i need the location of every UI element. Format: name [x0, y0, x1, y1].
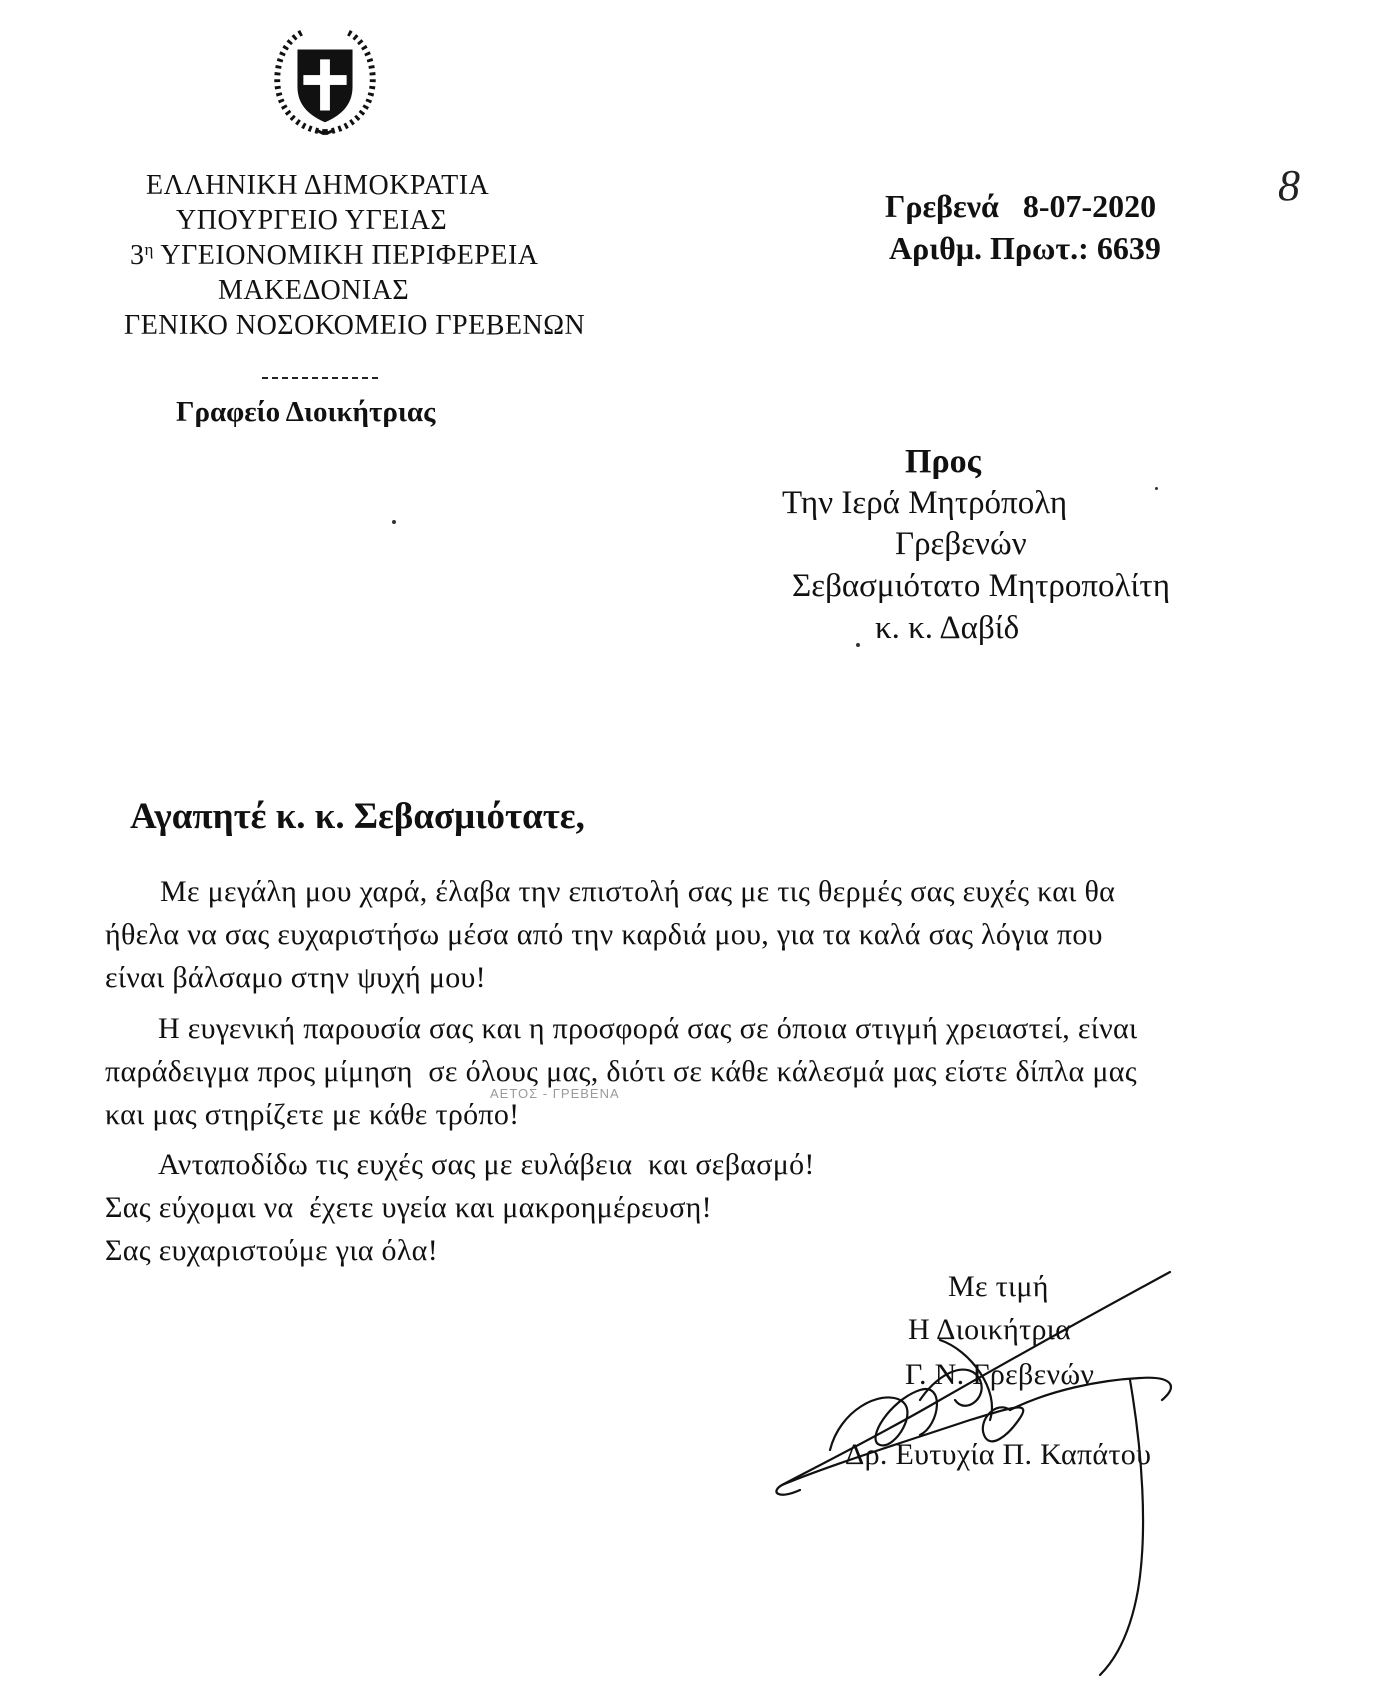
scan-speck [392, 520, 396, 524]
body-p1-line2: ήθελα να σας ευχαριστήσω μέσα από την καρδιά μου, για τα καλά σας λόγια που [105, 918, 1103, 951]
header-health-region: $3^\eta$ ΥΓΕΙΟΝΟΜΙΚΗ ΠΕΡΙΦΕΡΕΙΑ [130, 240, 539, 271]
body-p2-line3: και μας στηρίζετε με κάθε τρόπο! [105, 1098, 520, 1131]
body-p5: Σας ευχαριστούμε για όλα! [105, 1234, 438, 1267]
protocol-number: Αριθμ. Πρωτ.: 6639 [889, 230, 1161, 266]
body-p1-line1: Με μεγάλη μου χαρά, έλαβα την επιστολή σας με τις θερμές σας ευχές και θα [160, 875, 1116, 908]
header-hospital: ΓΕΝΙΚΟ ΝΟΣΟΚΟΜΕΙΟ ΓΡΕΒΕΝΩΝ [124, 310, 586, 341]
recipient-line-4: κ. κ. Δαβίδ [875, 610, 1020, 646]
signature-org: Γ. Ν. Γρεβενών [905, 1358, 1095, 1391]
body-p2-line2: παράδειγμα προς μίμηση σε όλους μας, διότι σε κάθε κάλεσμά μας είστε δίπλα μας [105, 1055, 1137, 1088]
header-office: Γραφείο Διοικήτριας [176, 396, 436, 428]
scan-speck [1155, 487, 1158, 490]
body-p3: Ανταποδίδω τις ευχές σας με ευλάβεια και σεβασμό! [158, 1148, 815, 1181]
header-divider [262, 377, 378, 379]
recipient-line-3: Σεβασμιότατο Μητροπολίτη [792, 568, 1170, 604]
greek-coat-of-arms-seal [266, 22, 384, 140]
salutation: Αγαπητέ κ. κ. Σεβασμιότατε, [130, 796, 585, 837]
watermark-text: ΑΕΤΟΣ - ΓΡΕΒΕΝΑ [490, 1086, 620, 1101]
body-p2-line1: Η ευγενική παρουσία σας και η προσφορά σας σε όποια στιγμή χρειαστεί, είναι [158, 1012, 1138, 1045]
header-ministry: ΥΠΟΥΡΓΕΙΟ ΥΓΕΙΑΣ [176, 205, 448, 236]
signature-role: Η Διοικήτρια [908, 1313, 1072, 1346]
recipient-line-1: Την Ιερά Μητρόπολη [782, 485, 1068, 521]
handwritten-page-mark: 8 [1278, 161, 1300, 210]
header-republic: ΕΛΛΗΝΙΚΗ ΔΗΜΟΚΡΑΤΙΑ [146, 170, 490, 201]
scan-speck [856, 643, 860, 647]
signature-name: Δρ. Ευτυχία Π. Καπάτου [845, 1438, 1152, 1471]
signature-closing: Με τιμή [948, 1270, 1049, 1303]
place-date: Γρεβενά 8-07-2020 [885, 188, 1157, 224]
handwritten-signature [770, 1250, 1240, 1680]
recipient-line-2: Γρεβενών [895, 526, 1027, 562]
body-p1-line3: είναι βάλσαμο στην ψυχή μου! [105, 961, 486, 994]
body-p4: Σας εύχομαι να έχετε υγεία και μακροημέρευση! [105, 1191, 712, 1224]
header-macedonia: ΜΑΚΕΔΟΝΙΑΣ [218, 275, 410, 306]
recipient-to: Προς [905, 443, 981, 480]
